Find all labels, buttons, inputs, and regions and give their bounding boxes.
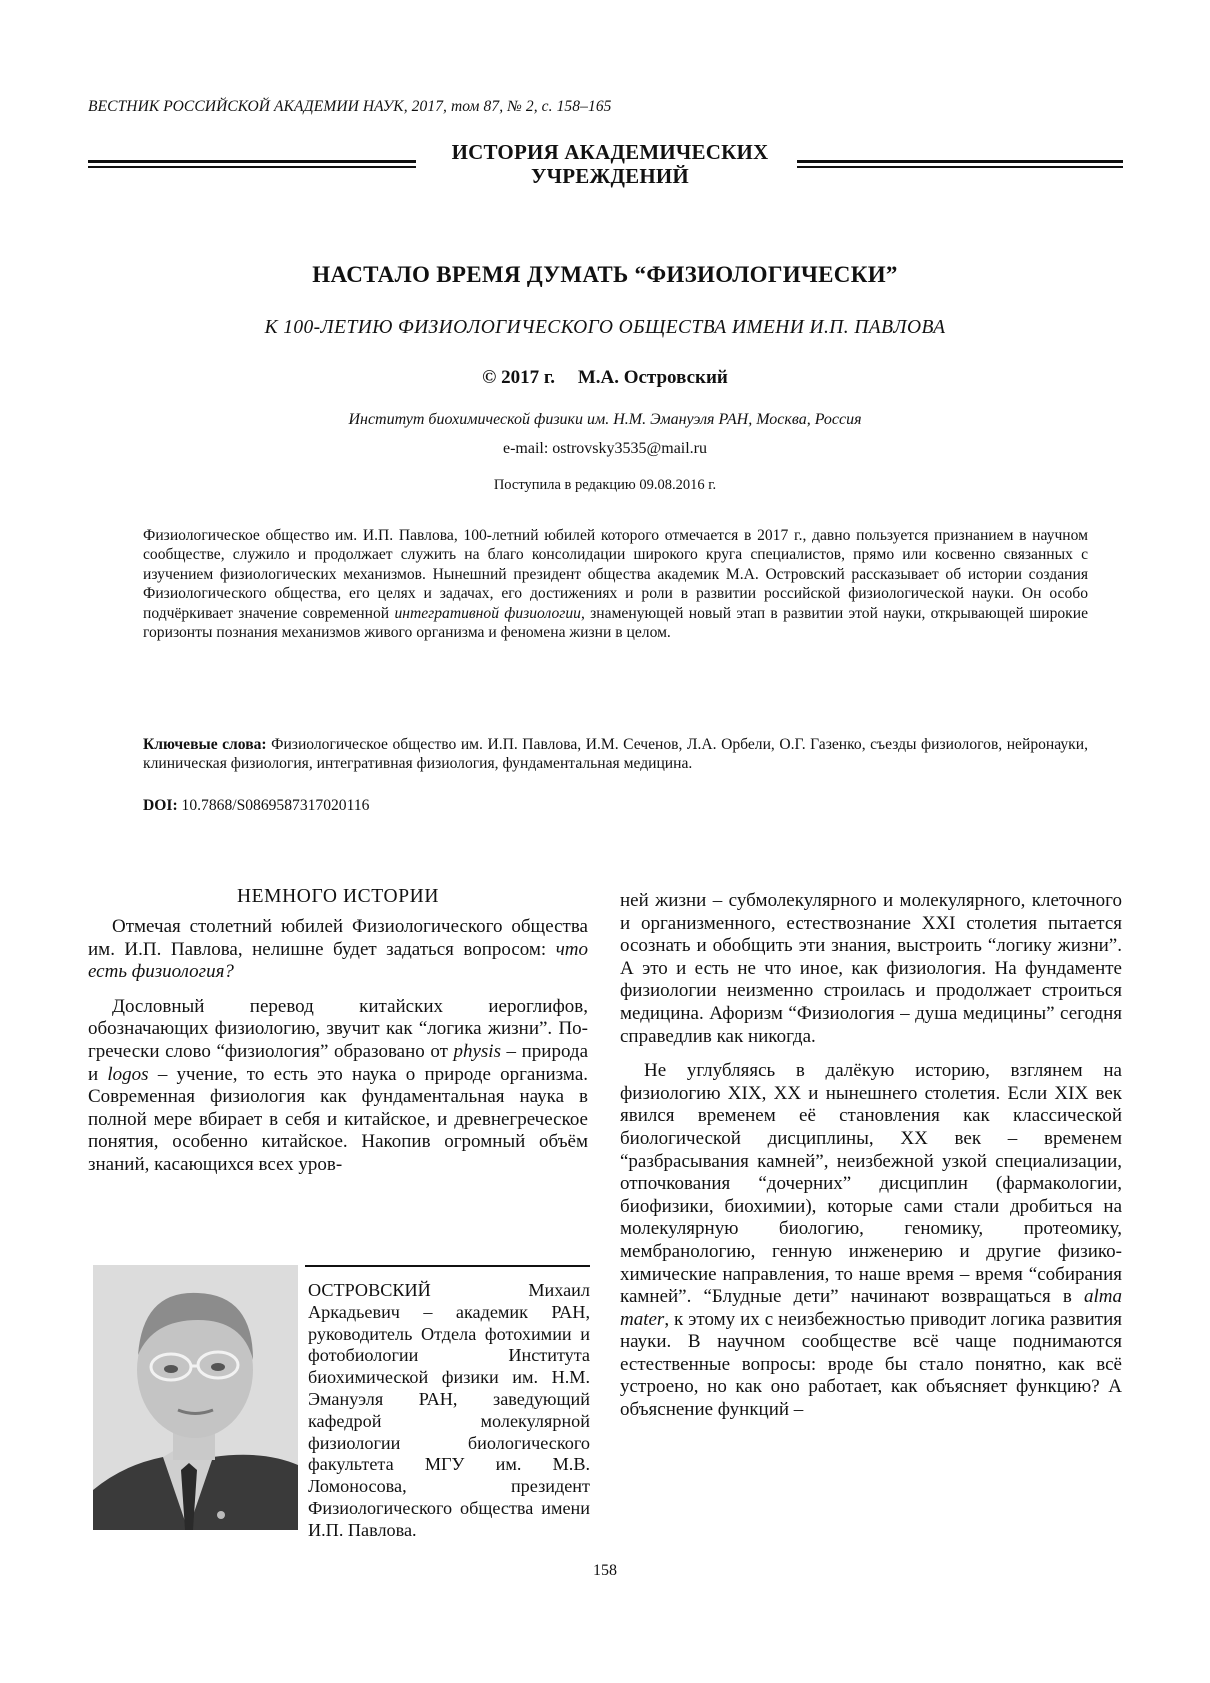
section-title: НЕМНОГО ИСТОРИИ bbox=[236, 886, 440, 907]
paragraph-emphasis: что есть физиология? bbox=[88, 938, 588, 983]
abstract-emphasis: интегративной физиологии bbox=[394, 604, 581, 622]
paragraph bbox=[88, 916, 588, 984]
section-rule-right bbox=[797, 160, 1123, 168]
doi-value[interactable]: 10.7868/S0869587317020116 bbox=[177, 797, 370, 814]
keywords bbox=[143, 735, 1088, 774]
abstract-text-1: Физиологическое общество им. И.П. Павлова, 100-летний юбилей которого отмечается в 2017 г., давно пользуется признанием в научном сообществе, служило и продолжает служить на благо консолидации широкого круга специалистов, прямо или косвенно связанных с изучением физиологических механизмов. Нынешний президент общества академик М.А. Островский рассказывает об истории создания Физиологического общества, его целях и задачах, его достижениях и роли в развитии российской физиологической науки. Он особо подчёркивает значение современной bbox=[143, 527, 1088, 622]
section-heading-line2: УЧРЕЖДЕНИЙ bbox=[531, 164, 689, 188]
rule-thin bbox=[88, 166, 416, 168]
rule-thick bbox=[797, 160, 1123, 163]
article-title: НАСТАЛО ВРЕМЯ ДУМАТЬ “ФИЗИОЛОГИЧЕСКИ” bbox=[312, 262, 898, 287]
left-column bbox=[88, 916, 588, 1177]
author-line bbox=[0, 367, 1210, 389]
bio-divider bbox=[305, 1265, 590, 1267]
paragraph bbox=[88, 996, 588, 1177]
page-number: 158 bbox=[593, 1562, 617, 1579]
portrait-image bbox=[93, 1265, 298, 1530]
abstract-text-2: , знаменующей новый этап в развитии этой науки, открывающей широкие горизонты познания механизмов живого организма и феномена жизни в целом. bbox=[143, 604, 1089, 642]
paragraph-emphasis: physis bbox=[453, 1040, 501, 1062]
keywords-label: Ключевые слова: bbox=[143, 736, 267, 753]
author-photo bbox=[93, 1265, 298, 1530]
section-heading-line1: ИСТОРИЯ АКАДЕМИЧЕСКИХ bbox=[451, 140, 769, 164]
journal-citation: ВЕСТНИК РОССИЙСКОЙ АКАДЕМИИ НАУК, 2017, том 87, № 2, с. 158–165 bbox=[88, 98, 612, 115]
section-heading bbox=[420, 140, 800, 188]
rule-thin bbox=[797, 166, 1123, 168]
paragraph-emphasis: alma mater bbox=[620, 1286, 1122, 1330]
author-name: М.А. Островский bbox=[577, 367, 728, 388]
paragraph: ней жизни – субмолекулярного и молекулярного, клеточного и организменного, естествознание XXI столетия пытается осознать и обобщить эти знания, выстроить “логику жизни”. А это и есть не что иное, как физиология. На фундаменте физиологии неизменно строилась и продолжает строиться медицина. Афоризм “Физиология – душа медицины” сегодня справедлив как никогда. bbox=[620, 890, 1122, 1047]
paragraph-text: Отмечая столетний юбилей Физиологического общества им. И.П. Павлова, нелишне будет задаться вопросом: bbox=[88, 916, 588, 960]
abstract bbox=[143, 526, 1088, 642]
copyright-year: © 2017 г. bbox=[482, 367, 556, 388]
author-email[interactable]: e-mail: ostrovsky3535@mail.ru bbox=[502, 440, 708, 457]
section-rule-left bbox=[88, 160, 416, 168]
doi-label: DOI: bbox=[143, 797, 178, 814]
keywords-text: Физиологическое общество им. И.П. Павлова, И.М. Сеченов, Л.А. Орбели, О.Г. Газенко, съезды физиологов, нейронауки, клиническая физиология, интегративная физиология, фундаментальная медицина. bbox=[143, 736, 1089, 773]
doi bbox=[143, 797, 369, 815]
paragraph-text: Не углубляясь в далёкую историю, взглянем на физиологию XIX, XX и нынешнего столетия. Если XIX век явился временем её становления как классической биологической дисциплины, XX век – временем “разбрасывания камней”, неизбежной узкой специализации, отпочкования “дочерних” дисциплин (фармакологии, биофизики, биохимии), которые сами стали дробиться на молекулярную биологию, геномику, протеомику, мембранологию, генную инженерию и другие физико-химические направления, то наше время – время “собирания камней”. “Блудные дети” начинают возвращаться в bbox=[620, 1060, 1122, 1308]
paragraph bbox=[620, 1060, 1122, 1422]
affiliation: Институт биохимической физики им. Н.М. Эмануэля РАН, Москва, Россия bbox=[348, 411, 862, 428]
paragraph-text: Дословный перевод китайских иероглифов, обозначающих физиологию, звучит как “логика жизни”. По-гречески слово “физиология” образовано от bbox=[88, 995, 588, 1062]
paragraph-text: , к этому их с неизбежностью приводит логика развития науки. В научном сообществе всё чаще поднимаются естественные вопросы: вроде бы стало понятно, как всё устроено, но как оно работает, как объясняет функцию? А объяснение функций – bbox=[620, 1308, 1122, 1421]
received-date: Поступила в редакцию 09.08.2016 г. bbox=[493, 477, 717, 493]
right-column bbox=[620, 890, 1122, 1422]
paragraph-text: – природа и bbox=[88, 1040, 588, 1085]
author-bio: ОСТРОВСКИЙ Михаил Аркадьевич – академик РАН, руководитель Отдела фотохимии и фотобиологии Института биохимической физики им. Н.М. Эмануэля РАН, заведующий кафедрой молекулярной физиологии биологического факультета МГУ им. М.В. Ломоносова, президент Физиологического общества имени И.П. Павлова. bbox=[308, 1280, 590, 1540]
paragraph-text: – учение, то есть это наука о природе организма. Современная физиология как фундаментальная наука в полной мере вбирает в себя и китайское, и древнегреческое понятия, особенно китайское. Накопив огромный объём знаний, касающихся всех уров- bbox=[88, 1063, 588, 1175]
paragraph-emphasis: logos bbox=[107, 1063, 149, 1085]
article-subtitle: К 100-ЛЕТИЮ ФИЗИОЛОГИЧЕСКОГО ОБЩЕСТВА ИМЕНИ И.П. ПАВЛОВА bbox=[264, 317, 946, 338]
rule-thick bbox=[88, 160, 416, 163]
